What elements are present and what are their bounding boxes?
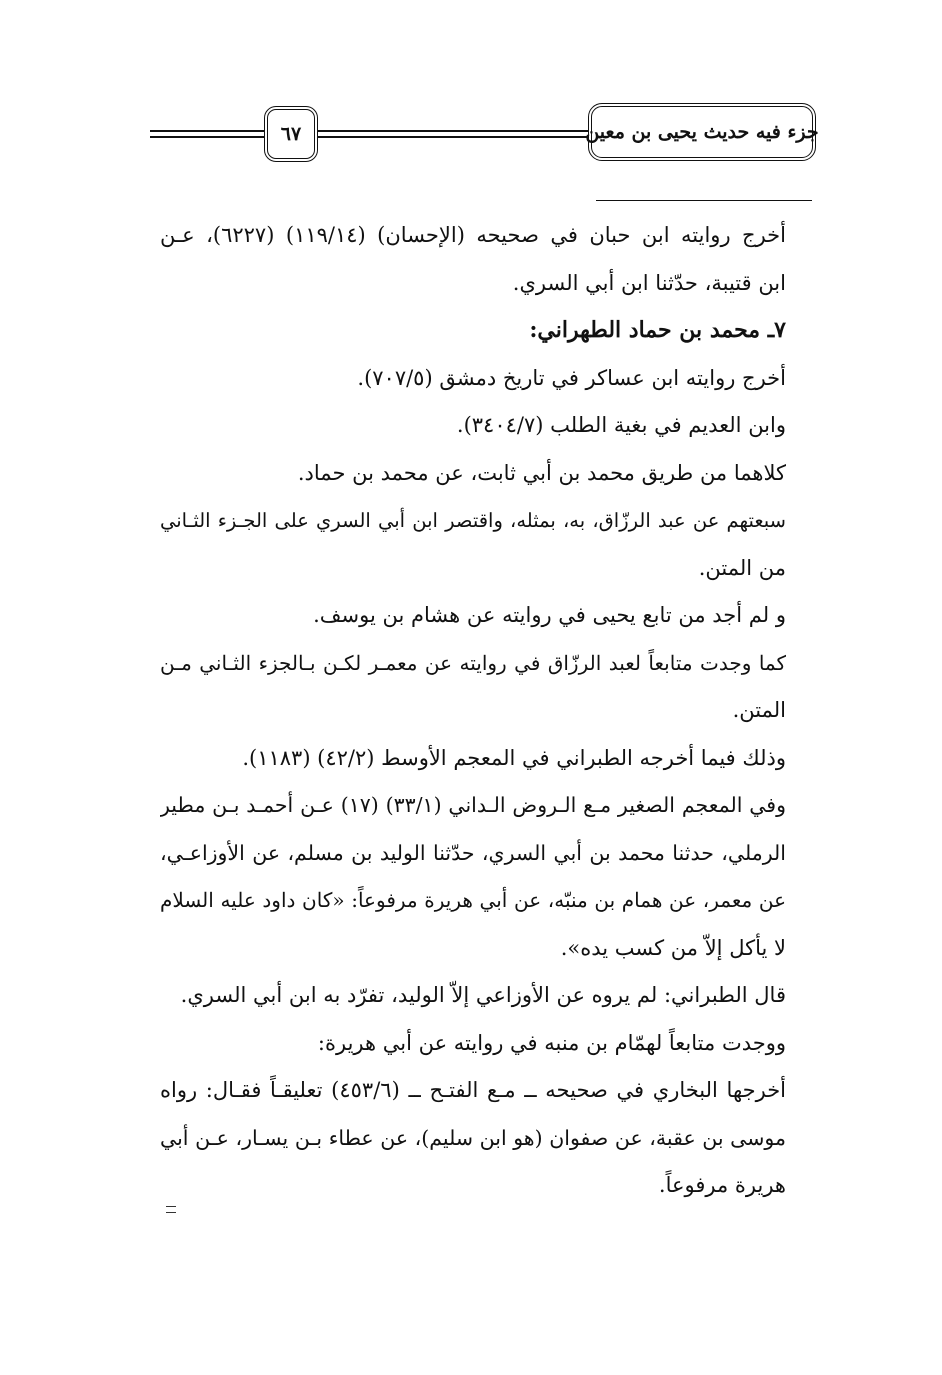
- text-line: ووجدت متابعاً لهمّام بن منبه في روايته عن أبي هريرة:: [317, 1030, 786, 1055]
- text-line: أخرج روايته ابن عساكر في تاريخ دمشق (٧٠٧/٥).: [357, 365, 786, 390]
- page-number: ٦٧: [264, 106, 318, 162]
- text-line: كما وجدت متابعاً لعبد الرزّاق في روايته عن معمـر لكـن بـالجزء الثـاني مـن: [160, 650, 786, 675]
- text-line: كلاهما من طريق محمد بن أبي ثابت، عن محمد بن حماد.: [297, 460, 786, 485]
- book-title: جزء فيه حديث يحيى بن معين: [588, 103, 816, 161]
- header-double-rule-left: [150, 130, 266, 138]
- text-line: عن معمر، عن همام بن منبّه، عن أبي هريرة مرفوعاً: «كان داود عليه السلام: [160, 888, 786, 912]
- page-header: [0, 0, 942, 200]
- text-line: لا يأكل إلاّ من كسب يده».: [560, 935, 786, 960]
- footer-mark: [166, 1206, 176, 1213]
- section-heading: ٧ـ محمد بن حماد الطهراني:: [529, 317, 786, 343]
- text-line: هريرة مرفوعاً.: [658, 1173, 786, 1197]
- text-line: و لم أجد من تابع يحيى في روايته عن هشام بن يوسف.: [313, 603, 786, 627]
- body-text: [160, 212, 786, 1210]
- header-separator-rule: [596, 200, 812, 201]
- text-line: وذلك فيما أخرجه الطبراني في المعجم الأوسط (٤٢/٢) (١١٨٣).: [242, 745, 786, 770]
- text-line: موسى بن عقبة، عن صفوان (هو ابن سليم)، عن عطاء بـن يسـار، عـن أبي: [160, 1125, 786, 1150]
- text-line: المتن.: [732, 698, 786, 722]
- text-line: أخرج روايته ابن حبان في صحيحه (الإحسان) (١١٩/١٤) (٦٢٢٧)، عـن: [160, 223, 786, 247]
- text-line: قال الطبراني: لم يروه عن الأوزاعي إلاّ الوليد، تفرّد به ابن أبي السري.: [180, 983, 786, 1007]
- text-line: ابن قتيبة، حدّثنا ابن أبي السري.: [512, 270, 786, 295]
- header-double-rule-right: [318, 130, 590, 138]
- text-line: من المتن.: [698, 555, 786, 580]
- text-line: وابن العديم في بغية الطلب (٣٤٠٤/٧).: [456, 413, 786, 437]
- text-line: وفي المعجم الصغير مـع الـروض الـداني (٣٣/١) (١٧) عـن أحمـد بـن مطير: [160, 793, 786, 817]
- text-line: سبعتهم عن عبد الرزّاق، به، بمثله، واقتصر ابن أبي السري على الجـزء الثـاني: [160, 509, 786, 532]
- text-line: الرملي، حدثنا محمد بن أبي السري، حدّثنا الوليد بن مسلم، عن الأوزاعـي،: [160, 840, 786, 865]
- text-line: أخرجها البخاري في صحيحه ــ مـع الفتـح ــ (٤٥٣/٦) تعليقـاً فقـال: رواه: [160, 1078, 786, 1102]
